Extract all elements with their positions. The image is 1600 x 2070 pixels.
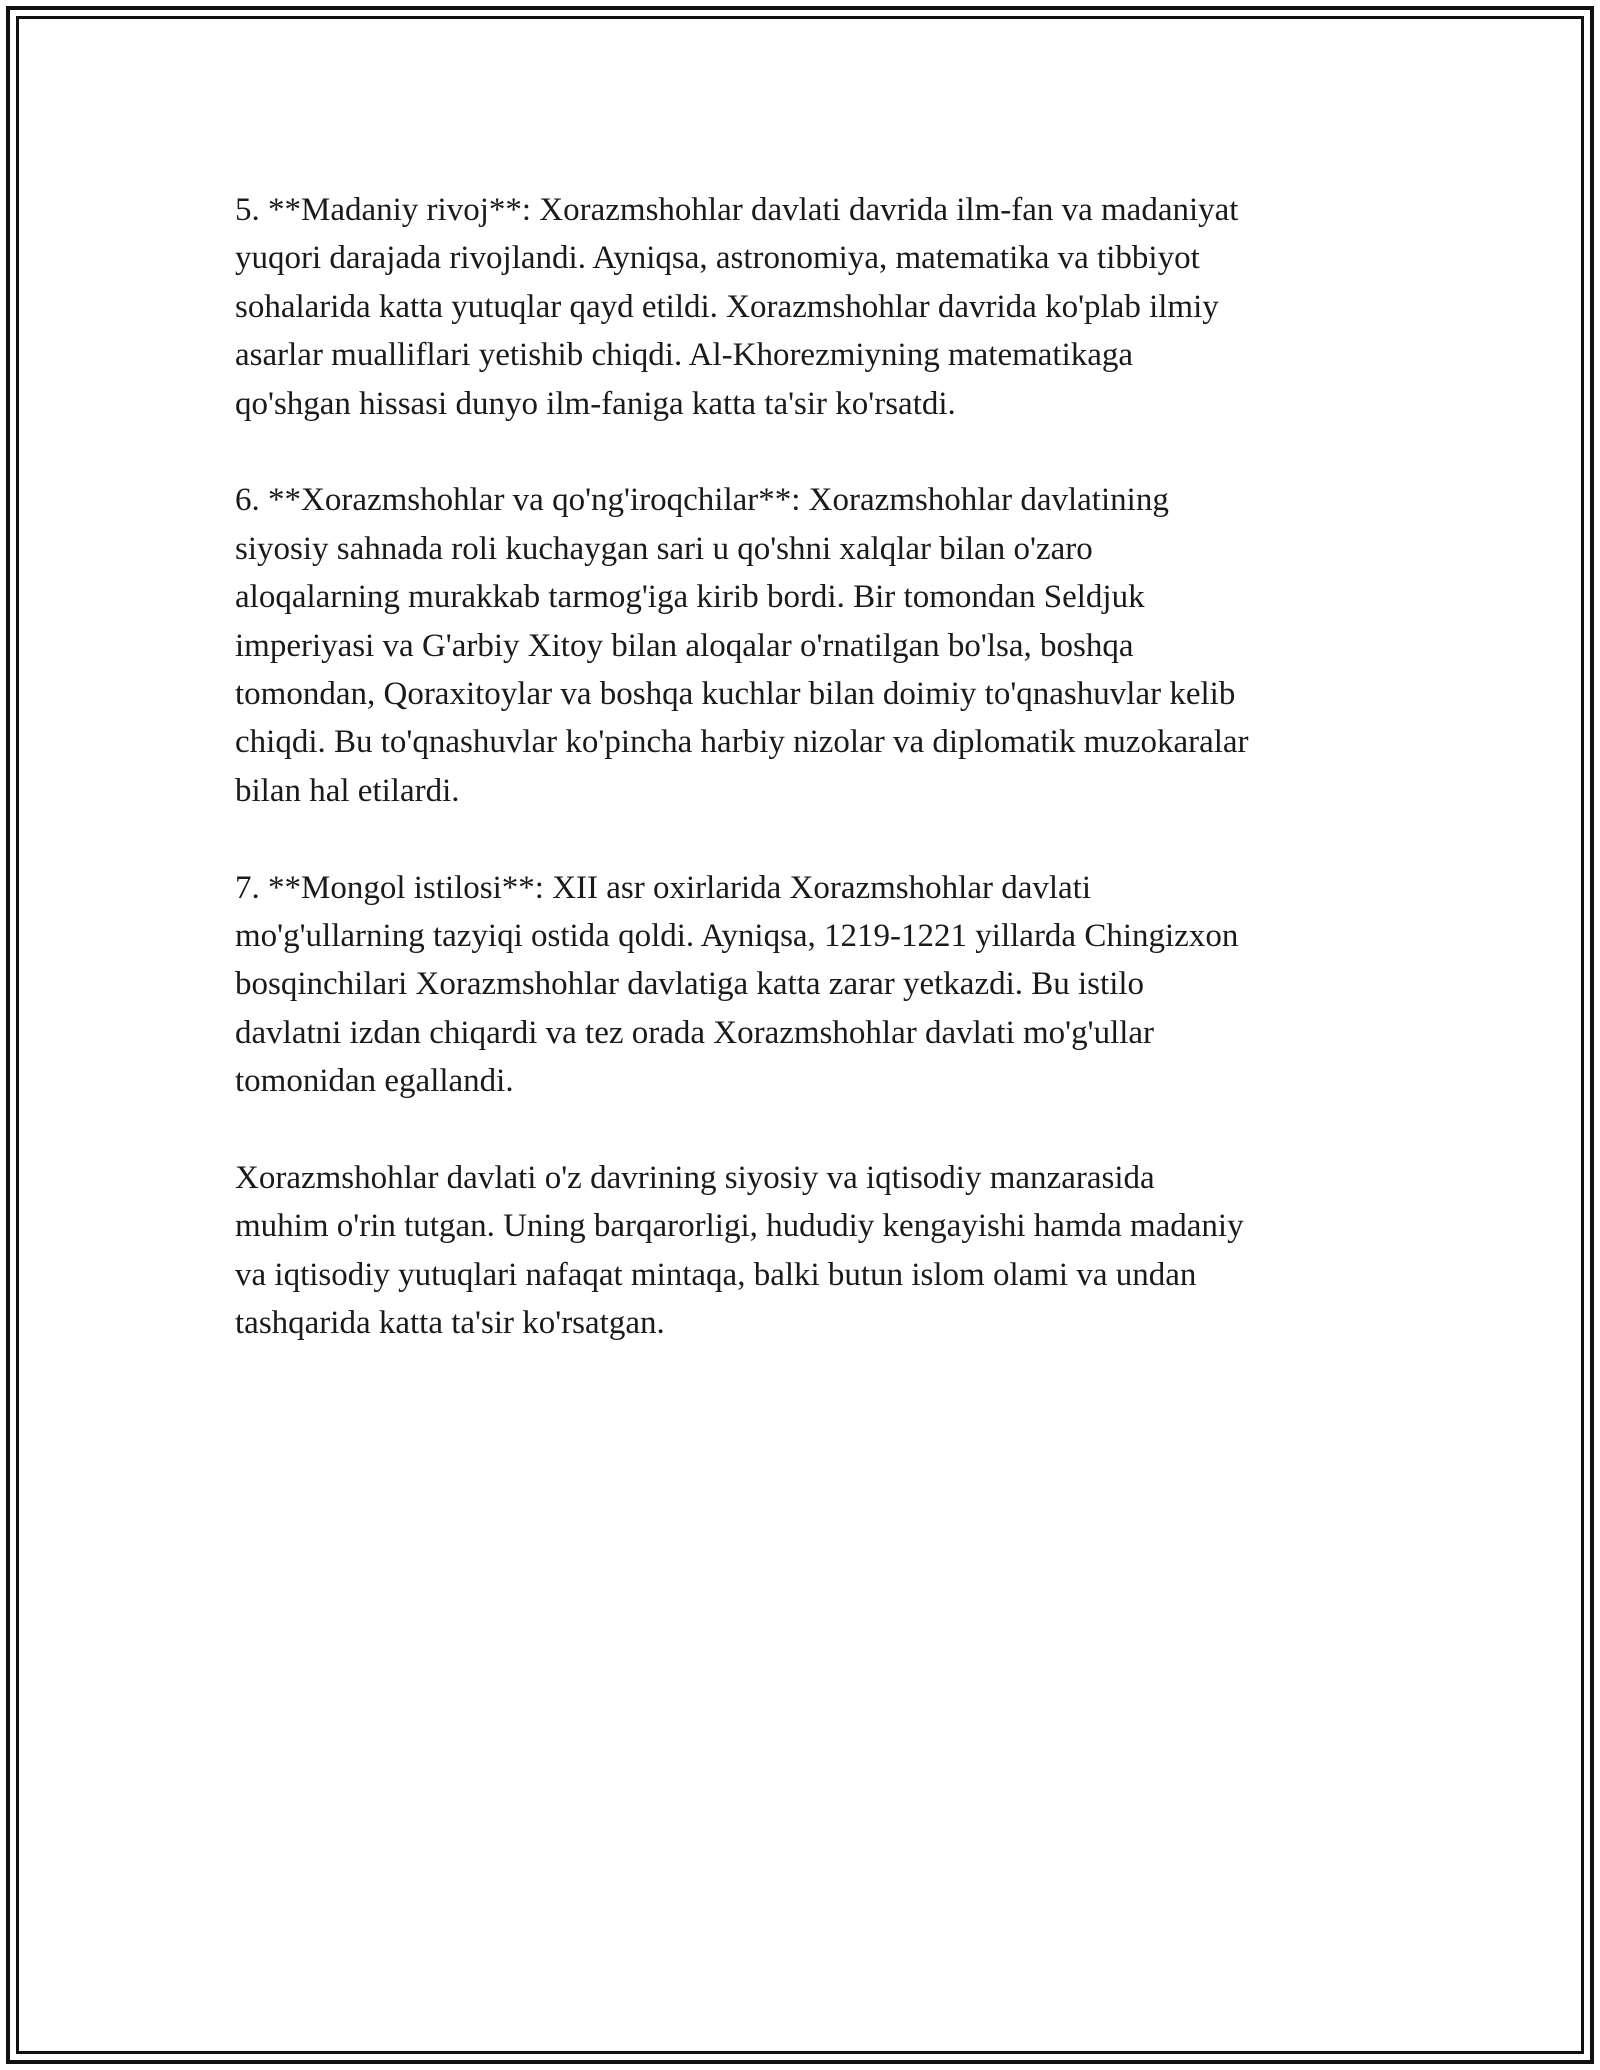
document-body [235,186,1365,1396]
paragraph-mongol-invasion: 7. **Mongol istilosi**: XII asr oxirlarida Xorazmshohlar davlati mo'g'ullarning tazyiqi ostida qoldi. Ayniqsa, 1219-1221 yillarda Chingizxon bosqinchilari Xorazmshohlar davlatiga katta zarar yetkazdi. Bu istilo davlatni izdan chiqardi va tez orada Xorazmshohlar davlati mo'g'ullar tomonidan egallandi. [235,869,1239,1100]
paragraph-conclusion: Xorazmshohlar davlati o'z davrining siyosiy va iqtisodiy manzarasida muhim o'rin tutgan. Uning barqarorligi, hududiy kengayishi hamda madaniy va iqtisodiy yutuqlari nafaqat mintaqa, balki butun islom olami va undan tashqarida katta ta'sir ko'rsatgan. [235,1160,1244,1342]
paragraph-khwarazmshahs-and-neighbors: 6. **Xorazmshohlar va qo'ng'iroqchilar**: Xorazmshohlar davlatining siyosiy sahnada roli kuchaygan sari u qo'shni xalqlar bilan o'zaro aloqalarning murakkab tarmog'iga kirib bordi. Bir tomondan Seldjuk imperiyasi va G'arbiy Xitoy bilan aloqalar o'rnatilgan bo'lsa, boshqa tomondan, Qoraxitoylar va boshqa kuchlar bilan doimiy to'qnashuvlar kelib chiqdi. Bu to'qnashuvlar ko'pincha harbiy nizolar va diplomatik muzokaralar bilan hal etilardi. [235,482,1249,809]
paragraph-cultural-development: 5. **Madaniy rivoj**: Xorazmshohlar davlati davrida ilm-fan va madaniyat yuqori darajada rivojlandi. Ayniqsa, astronomiya, matematika va tibbiyot sohalarida katta yutuqlar qayd etildi. Xorazmshohlar davrida ko'plab ilmiy asarlar mualliflari yetishib chiqdi. Al-Khorezmiyning matematikaga qo'shgan hissasi dunyo ilm-faniga katta ta'sir ko'rsatdi. [235,192,1239,422]
